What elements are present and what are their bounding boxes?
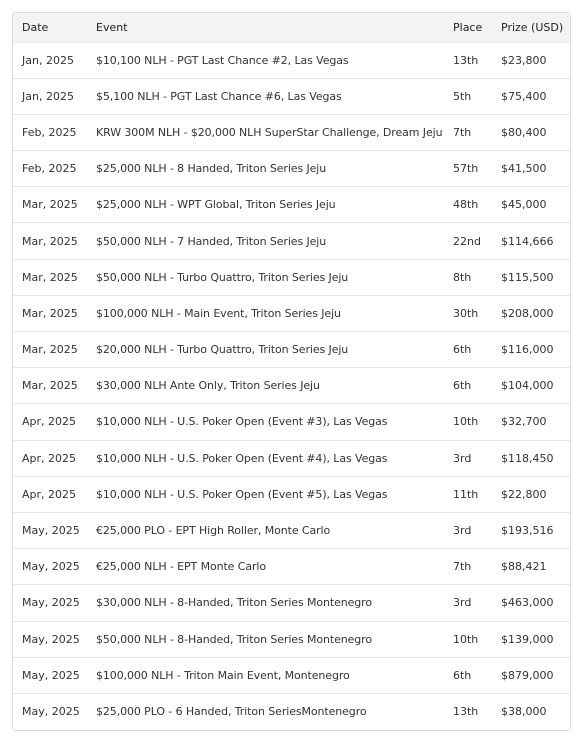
cell-date: Jan, 2025 xyxy=(22,53,74,67)
cell-prize: $115,500 xyxy=(501,270,554,284)
cell-place: 22nd xyxy=(453,234,481,248)
cell-date: Mar, 2025 xyxy=(22,306,78,320)
cell-event: $5,100 NLH - PGT Last Chance #6, Las Vegas xyxy=(96,89,342,103)
cell-prize: $88,421 xyxy=(501,560,547,574)
cell-prize: $139,000 xyxy=(501,632,554,646)
cell-event: $100,000 NLH - Main Event, Triton Series Jeju xyxy=(96,306,341,320)
cell-date: May, 2025 xyxy=(22,632,80,646)
cell-prize: $879,000 xyxy=(501,668,554,682)
cell-place: 10th xyxy=(453,632,479,646)
cell-place: 3rd xyxy=(453,451,472,465)
cell-place: 8th xyxy=(453,270,472,284)
table-row xyxy=(13,512,570,548)
cell-event: $20,000 NLH - Turbo Quattro, Triton Series Jeju xyxy=(96,343,349,357)
cell-place: 3rd xyxy=(453,524,472,538)
cell-place: 7th xyxy=(453,125,472,139)
cell-prize: $32,700 xyxy=(501,415,547,429)
cell-event: $25,000 PLO - 6 Handed, Triton SeriesMontenegro xyxy=(96,705,367,719)
cell-date: Apr, 2025 xyxy=(22,487,77,501)
cell-date: May, 2025 xyxy=(22,560,80,574)
table-row xyxy=(13,78,570,114)
table-row xyxy=(13,295,570,331)
cell-date: Apr, 2025 xyxy=(22,451,77,465)
cell-event: $10,000 NLH - U.S. Poker Open (Event #5), Las Vegas xyxy=(96,487,388,501)
cell-date: Mar, 2025 xyxy=(22,379,78,393)
cell-prize: $463,000 xyxy=(501,596,554,610)
table-row xyxy=(13,657,570,693)
table-body xyxy=(13,42,570,730)
cell-date: May, 2025 xyxy=(22,705,80,719)
cell-event: $10,100 NLH - PGT Last Chance #2, Las Vegas xyxy=(96,53,349,67)
cell-event: $50,000 NLH - 7 Handed, Triton Series Jeju xyxy=(96,234,327,248)
cell-prize: $104,000 xyxy=(501,379,554,393)
cell-prize: $193,516 xyxy=(501,524,554,538)
cell-date: Apr, 2025 xyxy=(22,415,77,429)
table-row xyxy=(13,259,570,295)
cell-place: 13th xyxy=(453,705,479,719)
cell-prize: $118,450 xyxy=(501,451,554,465)
table-row xyxy=(13,151,570,187)
cell-prize: $45,000 xyxy=(501,198,547,212)
cell-event: $25,000 NLH - 8 Handed, Triton Series Jeju xyxy=(96,162,327,176)
cell-place: 6th xyxy=(453,668,472,682)
cell-event: $25,000 NLH - WPT Global, Triton Series Jeju xyxy=(96,198,336,212)
cell-event: €25,000 NLH - EPT Monte Carlo xyxy=(96,560,266,574)
cell-event: KRW 300M NLH - $20,000 NLH SuperStar Challenge, Dream Jeju xyxy=(96,125,443,139)
cell-event: $50,000 NLH - Turbo Quattro, Triton Series Jeju xyxy=(96,270,349,284)
results-table xyxy=(12,12,571,731)
cell-date: May, 2025 xyxy=(22,596,80,610)
cell-date: Mar, 2025 xyxy=(22,198,78,212)
table-row xyxy=(13,368,570,404)
cell-date: Feb, 2025 xyxy=(22,125,77,139)
table-row xyxy=(13,114,570,150)
table-row xyxy=(13,693,570,729)
cell-event: $10,000 NLH - U.S. Poker Open (Event #4), Las Vegas xyxy=(96,451,388,465)
cell-date: Jan, 2025 xyxy=(22,89,74,103)
cell-event: $100,000 NLH - Triton Main Event, Montenegro xyxy=(96,668,350,682)
header-place: Place xyxy=(453,20,483,34)
cell-place: 10th xyxy=(453,415,479,429)
cell-place: 3rd xyxy=(453,596,472,610)
table-row xyxy=(13,332,570,368)
cell-prize: $22,800 xyxy=(501,487,547,501)
cell-place: 48th xyxy=(453,198,479,212)
cell-event: $30,000 NLH - 8-Handed, Triton Series Montenegro xyxy=(96,596,372,610)
cell-prize: $114,666 xyxy=(501,234,554,248)
cell-prize: $75,400 xyxy=(501,89,547,103)
table-header xyxy=(13,13,570,42)
cell-place: 57th xyxy=(453,162,479,176)
results-table-grid xyxy=(13,13,570,730)
cell-prize: $80,400 xyxy=(501,125,547,139)
table-row xyxy=(13,42,570,78)
cell-place: 13th xyxy=(453,53,479,67)
table-row xyxy=(13,404,570,440)
cell-prize: $208,000 xyxy=(501,306,554,320)
cell-place: 5th xyxy=(453,89,472,103)
header-date: Date xyxy=(22,20,49,34)
cell-date: Mar, 2025 xyxy=(22,270,78,284)
table-header-row xyxy=(13,13,570,42)
cell-date: May, 2025 xyxy=(22,524,80,538)
cell-date: Mar, 2025 xyxy=(22,234,78,248)
cell-date: Feb, 2025 xyxy=(22,162,77,176)
cell-prize: $41,500 xyxy=(501,162,547,176)
cell-event: $50,000 NLH - 8-Handed, Triton Series Montenegro xyxy=(96,632,372,646)
cell-prize: $38,000 xyxy=(501,705,547,719)
cell-event: $10,000 NLH - U.S. Poker Open (Event #3), Las Vegas xyxy=(96,415,388,429)
header-prize: Prize (USD) xyxy=(501,20,564,34)
cell-event: $30,000 NLH Ante Only, Triton Series Jeju xyxy=(96,379,320,393)
cell-place: 6th xyxy=(453,343,472,357)
table-row xyxy=(13,187,570,223)
table-row xyxy=(13,549,570,585)
cell-place: 7th xyxy=(453,560,472,574)
table-row xyxy=(13,440,570,476)
cell-event: €25,000 PLO - EPT High Roller, Monte Carlo xyxy=(96,524,331,538)
table-row xyxy=(13,476,570,512)
header-event: Event xyxy=(96,20,128,34)
cell-place: 11th xyxy=(453,487,479,501)
table-row xyxy=(13,585,570,621)
cell-date: Mar, 2025 xyxy=(22,343,78,357)
cell-date: May, 2025 xyxy=(22,668,80,682)
cell-prize: $23,800 xyxy=(501,53,547,67)
table-row xyxy=(13,223,570,259)
cell-prize: $116,000 xyxy=(501,343,554,357)
cell-place: 6th xyxy=(453,379,472,393)
table-row xyxy=(13,621,570,657)
cell-place: 30th xyxy=(453,306,479,320)
